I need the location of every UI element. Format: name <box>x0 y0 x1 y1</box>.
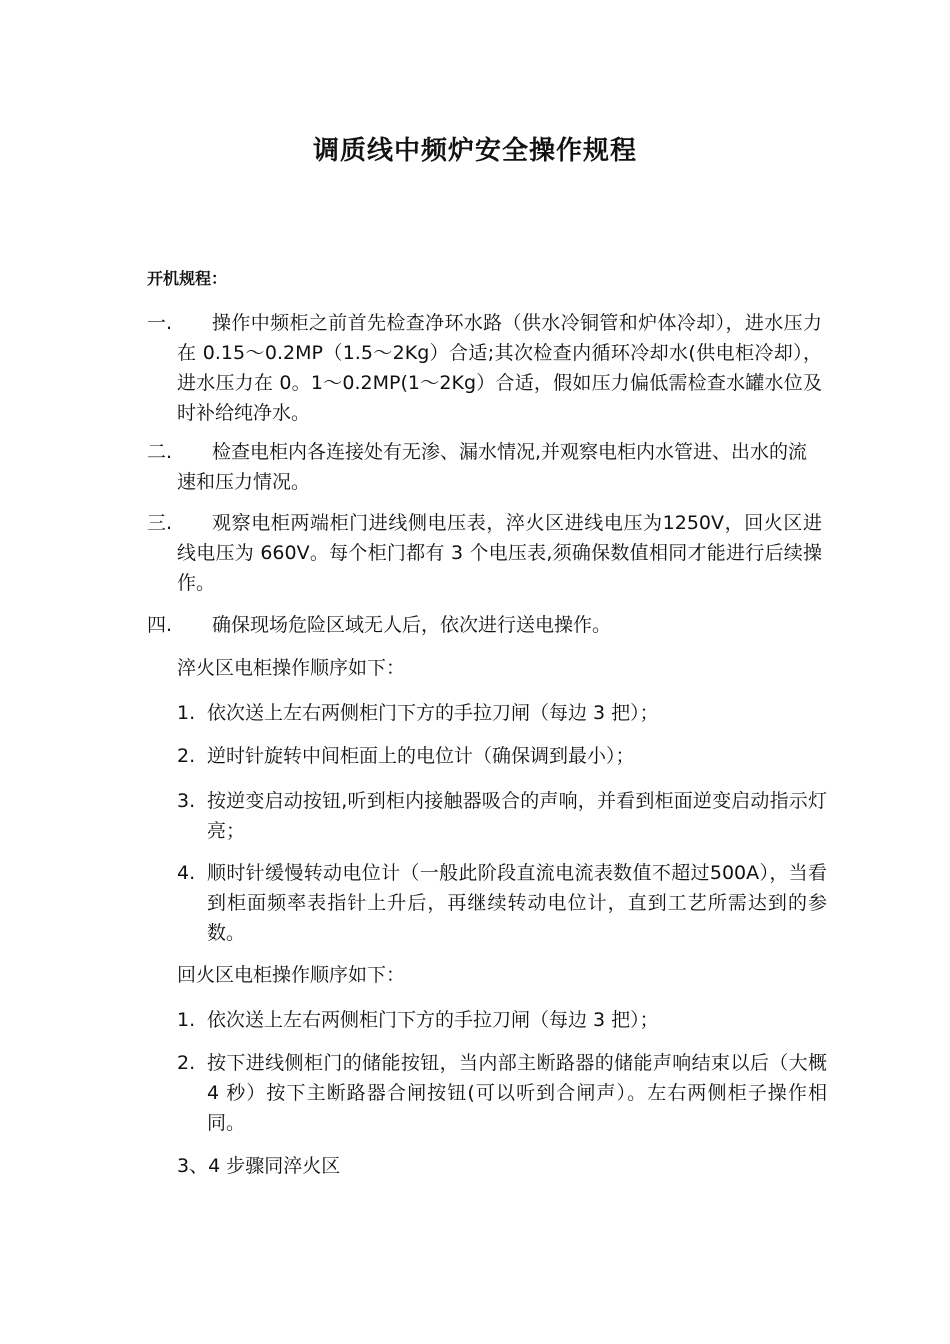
main-item-2 <box>147 437 822 497</box>
item-marker: 一. <box>147 312 173 334</box>
quench-step-4 <box>177 858 827 948</box>
step-number: 1. <box>177 1009 196 1031</box>
main-item-4 <box>147 610 822 640</box>
item-marker: 四. <box>147 614 173 636</box>
step-number: 4. <box>177 862 196 884</box>
step-number: 1. <box>177 702 196 724</box>
step-text: 顺时针缓慢转动电位计（一般此阶段直流电流表数值不超过500A），当看到柜面频率表指针上升后，再继续转动电位计，直到工艺所需达到的参数。 <box>207 862 827 944</box>
item-text: 观察电柜两端柜门进线侧电压表，淬火区进线电压为1250V，回火区进线电压为 660V。每个柜门都有 3 个电压表,须确保数值相同才能进行后续操作。 <box>177 512 822 594</box>
item-text: 操作中频柜之前首先检查净环水路（供水冷铜管和炉体冷却），进水压力在 0.15～0.2MP（1.5～2Kg）合适;其次检查内循环冷却水(供电柜冷却），进水压力在 0。1～0.2MP(1～2Kg）合适，假如压力偏低需检查水罐水位及时补给纯净水。 <box>177 312 822 424</box>
main-item-3 <box>147 508 822 598</box>
temper-footer: 3、4 步骤同淬火区 <box>177 1155 341 1177</box>
step-text: 按下进线侧柜门的储能按钮，当内部主断路器的储能声响结束以后（大概 4 秒）按下主断路器合闸按钮(可以听到合闸声）。左右两侧柜子操作相同。 <box>207 1052 827 1134</box>
step-text: 依次送上左右两侧柜门下方的手拉刀闸（每边 3 把）； <box>207 1009 659 1031</box>
quench-step-3 <box>177 786 827 846</box>
section-label: 开机规程： <box>147 269 228 288</box>
step-number: 3. <box>177 790 196 812</box>
temper-heading: 回火区电柜操作顺序如下： <box>177 964 406 986</box>
quench-step-2 <box>177 741 827 771</box>
step-text: 逆时针旋转中间柜面上的电位计（确保调到最小）； <box>207 745 635 767</box>
item-text: 确保现场危险区域无人后，依次进行送电操作。 <box>212 614 612 636</box>
main-item-1 <box>147 308 822 428</box>
quench-step-1 <box>177 698 827 728</box>
item-marker: 三. <box>147 512 173 534</box>
step-number: 2. <box>177 745 196 767</box>
item-text: 检查电柜内各连接处有无渗、漏水情况,并观察电柜内水管进、出水的流速和压力情况。 <box>177 441 808 493</box>
step-number: 2. <box>177 1052 196 1074</box>
page-title: 调质线中频炉安全操作规程 <box>312 136 637 166</box>
step-text: 按逆变启动按钮,听到柜内接触器吸合的声响，并看到柜面逆变启动指示灯亮； <box>207 790 827 842</box>
step-text: 依次送上左右两侧柜门下方的手拉刀闸（每边 3 把）； <box>207 702 659 724</box>
temper-step-1 <box>177 1005 827 1035</box>
item-marker: 二. <box>147 441 173 463</box>
temper-step-2 <box>177 1048 827 1138</box>
quench-heading: 淬火区电柜操作顺序如下： <box>177 657 406 679</box>
